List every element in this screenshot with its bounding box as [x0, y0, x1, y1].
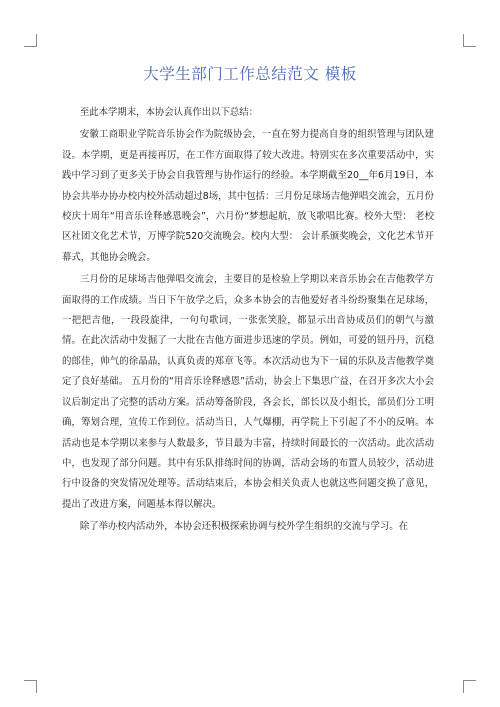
crop-mark-top-left: [24, 34, 37, 47]
document-title: 大学生部门工作总结范文 模板: [143, 65, 357, 83]
paragraph-intro: 至此本学期末，本协会认真作出以下总结：: [79, 107, 258, 118]
paragraph-activities: 三月份的足球场吉他弹唱交流会，主要目的是检验上学期以来音乐协会在吉他教学方面取得的工作成绩。当日下午放学之后，众多本协会的吉他爱好者斗纷纷聚集在足球场，一把把吉他，一段段旋律，一句句歌词，一张张笑脸，都显示出音协成员们的朝气与激情。在此次活动中发掘了一大批在吉他方面进步迅速的学员。例如，可爱的钮丹丹，沉稳的郎佳，帅气的徐晶晶，认真负责的郑章飞等。本次活动也为下一届的乐队及吉他教学奠定了良好基础。 五月份的“用音乐诠释感恩”活动，协会上下集思广益，在召开多次大小会议后制定出了完整的活动方案。活动筹备阶段，各会长，部长以及小组长，部员们分工明确，筹划合理，宣传工作到位。活动当日，人气爆棚，再学院上下引起了不小的反响。本活动也是本学期以来参与人数最多，节目最为丰富，持续时间最长的一次活动。此次活动中，也发现了部分问题。其中有乐队排练时间的协调，活动会场的布置人员较少，活动进行中设备的突发情况处理等。活动结束后，本协会相关负责人也就这些问题交换了意见，提出了改进方案，问题基本得以解决。: [62, 274, 434, 510]
paragraph-external: 除了举办校内活动外，本协会还积极探索协调与校外学生组织的交流与学习。在: [79, 521, 408, 533]
document-body: [62, 103, 434, 540]
crop-mark-top-right: [463, 34, 476, 47]
paragraph-overview: 安徽工商职业学院音乐协会作为院级协会，一直在努力提高自身的组织管理与团队建设。本学期，更是再接再厉，在工作方面取得了较大改进。特别实在多次重要活动中，实践中学习到了更多关于协会自我管理与协作运行的经验。本学期截至20__年6月19日，本协会共举办协办校内校外活动超过8场，其中包括：三月份足球场吉他弹唱交流会，五月份校庆十周年“用音乐诠释感恩晚会”，六月份“梦想起航，放飞歌唱比赛。校外大型： 老校区社团文化艺术节，万博学院520交流晚会。校内大型： 会计系颁奖晚会，文化艺术节开幕式，其他协会晚会。: [62, 129, 434, 263]
crop-mark-bottom-right: [463, 680, 476, 693]
crop-mark-bottom-left: [24, 680, 37, 693]
